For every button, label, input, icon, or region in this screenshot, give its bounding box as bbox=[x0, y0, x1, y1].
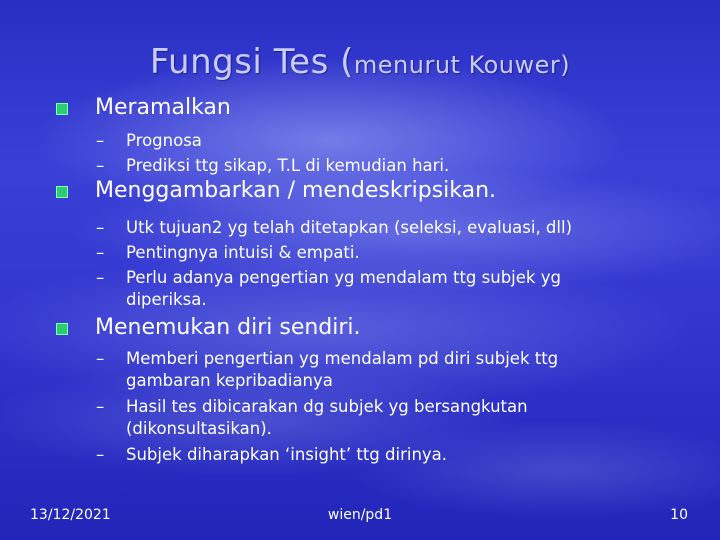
slide-title-main: Fungsi Tes ( bbox=[149, 42, 354, 82]
slide-title-sub: menurut Kouwer) bbox=[353, 51, 571, 79]
slide-title bbox=[0, 42, 720, 82]
square-bullet-icon bbox=[56, 186, 68, 198]
square-bullet-icon bbox=[56, 323, 68, 335]
square-bullet-icon bbox=[56, 103, 68, 115]
footer-date: 13/12/2021 bbox=[30, 507, 111, 523]
footer-center-text: wien/pd1 bbox=[327, 507, 393, 523]
footer-page-number: 10 bbox=[670, 507, 688, 523]
